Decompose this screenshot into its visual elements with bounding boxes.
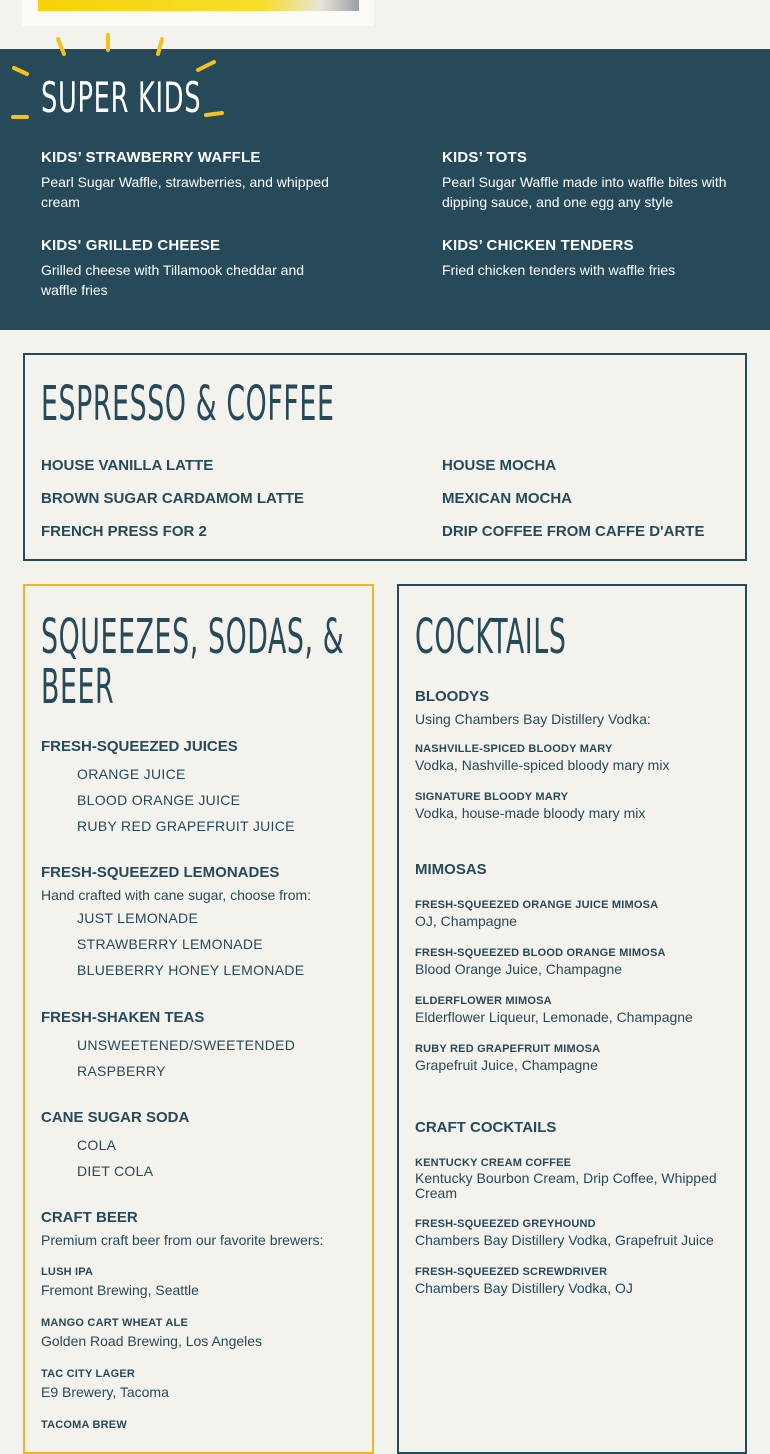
item-description: Pearl Sugar Waffle, strawberries, and whipped cream — [41, 174, 329, 210]
section-title-line-2: BEER — [41, 659, 115, 715]
item-name: FRESH-SQUEEZED GREYHOUND — [415, 1218, 596, 1230]
mimosas-group — [415, 861, 731, 1074]
item-description: Golden Road Brewing, Los Angeles — [41, 1333, 263, 1349]
list-item: RUBY RED GRAPEFRUIT JUICE — [77, 818, 295, 834]
food-photo — [38, 0, 359, 11]
item-name: SIGNATURE BLOODY MARY — [415, 791, 569, 803]
beer-group — [41, 1209, 361, 1431]
item-description: Blood Orange Juice, Champagne — [415, 961, 623, 977]
menu-item: MEXICAN MOCHA — [442, 490, 572, 507]
item-name: TAC CITY LAGER — [41, 1368, 136, 1380]
item-name: FRESH-SQUEEZED ORANGE JUICE MIMOSA — [415, 899, 659, 911]
group-title: CRAFT COCKTAILS — [415, 1119, 557, 1136]
item-description: Fried chicken tenders with waffle fries — [442, 262, 676, 278]
lemonades-group — [41, 864, 361, 983]
item-name: FRESH-SQUEEZED BLOOD ORANGE MIMOSA — [415, 947, 666, 959]
beer-item — [41, 1419, 361, 1431]
teas-group — [41, 1009, 361, 1084]
juices-group — [41, 738, 361, 839]
item-name: KIDS' GRILLED CHEESE — [41, 237, 221, 254]
menu-item: HOUSE MOCHA — [442, 457, 557, 474]
item-description: Vodka, Nashville-spiced bloody mary mix — [415, 757, 670, 773]
item-description: E9 Brewery, Tacoma — [41, 1384, 169, 1400]
list-item: UNSWEETENED/SWEETENDED — [77, 1037, 296, 1053]
item-description: Fremont Brewing, Seattle — [41, 1282, 199, 1298]
section-title: ESPRESSO & COFFEE — [41, 376, 335, 432]
menu-item: HOUSE VANILLA LATTE — [41, 457, 214, 474]
section-title: COCKTAILS — [415, 609, 567, 665]
section-title-line-1: SQUEEZES, SODAS, & — [41, 609, 345, 665]
menu-item — [442, 237, 742, 280]
soda-group — [41, 1109, 361, 1184]
group-title: FRESH-SQUEEZED LEMONADES — [41, 864, 280, 881]
item-name: FRESH-SQUEEZED SCREWDRIVER — [415, 1266, 608, 1278]
item-name: KIDS’ STRAWBERRY WAFFLE — [41, 149, 261, 166]
cocktail-item — [415, 1218, 731, 1249]
cocktail-item — [415, 1157, 731, 1201]
group-title: CANE SUGAR SODA — [41, 1109, 190, 1126]
item-description: Grapefruit Juice, Champagne — [415, 1057, 598, 1073]
list-item: JUST LEMONADE — [77, 910, 199, 926]
list-item: BLOOD ORANGE JUICE — [77, 792, 241, 808]
super-kids-section — [0, 49, 770, 330]
item-description: OJ, Champagne — [415, 913, 517, 929]
bloodys-group — [415, 688, 731, 822]
item-description: Vodka, house-made bloody mary mix — [415, 805, 646, 821]
item-name: TACOMA BREW — [41, 1419, 127, 1431]
item-name: NASHVILLE-SPICED BLOODY MARY — [415, 743, 613, 755]
item-name: RUBY RED GRAPEFRUIT MIMOSA — [415, 1043, 601, 1055]
beer-item — [41, 1368, 361, 1401]
item-description: Pearl Sugar Waffle made into waffle bites with dipping sauce, and one egg any style — [442, 174, 727, 210]
photo-card — [22, 0, 374, 26]
cocktails-section — [397, 584, 747, 1454]
menu-item: DRIP COFFEE FROM CAFFE D'ARTE — [442, 523, 705, 540]
menu-item: BROWN SUGAR CARDAMOM LATTE — [41, 490, 305, 507]
group-note: Using Chambers Bay Distillery Vodka: — [415, 711, 651, 727]
item-description: Elderflower Liqueur, Lemonade, Champagne — [415, 1009, 693, 1025]
item-description: Kentucky Bourbon Cream, Drip Coffee, Whipped Cream — [415, 1170, 717, 1201]
group-note: Premium craft beer from our favorite brewers: — [41, 1232, 324, 1248]
item-name: KENTUCKY CREAM COFFEE — [415, 1157, 572, 1169]
list-item: ORANGE JUICE — [77, 766, 186, 782]
craft-cocktails-group — [415, 1119, 731, 1297]
cocktail-item — [415, 1266, 731, 1297]
group-note: Hand crafted with cane sugar, choose from: — [41, 887, 312, 903]
list-item: DIET COLA — [77, 1163, 154, 1179]
item-description: Chambers Bay Distillery Vodka, OJ — [415, 1280, 633, 1296]
group-title: FRESH-SQUEEZED JUICES — [41, 738, 238, 755]
menu-item: FRENCH PRESS FOR 2 — [41, 523, 207, 540]
cocktail-item — [415, 791, 731, 822]
beer-item — [41, 1266, 361, 1299]
cocktail-item — [415, 995, 731, 1026]
list-item: COLA — [77, 1137, 117, 1153]
menu-item — [41, 237, 321, 300]
group-title: BLOODYS — [415, 688, 490, 705]
item-name: LUSH IPA — [41, 1266, 94, 1278]
group-title: CRAFT BEER — [41, 1209, 138, 1226]
item-name: ELDERFLOWER MIMOSA — [415, 995, 552, 1007]
item-description: Chambers Bay Distillery Vodka, Grapefruit Juice — [415, 1232, 714, 1248]
item-name: KIDS’ TOTS — [442, 149, 528, 166]
list-item: STRAWBERRY LEMONADE — [77, 936, 263, 952]
beer-item — [41, 1317, 361, 1350]
espresso-coffee-section — [23, 353, 747, 561]
menu-item — [41, 149, 341, 212]
group-title: MIMOSAS — [415, 861, 487, 878]
squeezes-sodas-beer-section — [23, 584, 374, 1454]
list-item: RASPBERRY — [77, 1063, 166, 1079]
item-description: Grilled cheese with Tillamook cheddar and waffle fries — [41, 262, 305, 298]
cocktail-item — [415, 947, 731, 978]
group-title: FRESH-SHAKEN TEAS — [41, 1009, 205, 1026]
cocktail-item — [415, 899, 731, 930]
cocktail-item — [415, 743, 731, 774]
section-title: SUPER KIDS — [41, 73, 202, 122]
list-item: BLUEBERRY HONEY LEMONADE — [77, 962, 305, 978]
item-name: MANGO CART WHEAT ALE — [41, 1317, 188, 1329]
menu-item — [442, 149, 742, 212]
cocktail-item — [415, 1043, 731, 1074]
item-name: KIDS’ CHICKEN TENDERS — [442, 237, 634, 254]
